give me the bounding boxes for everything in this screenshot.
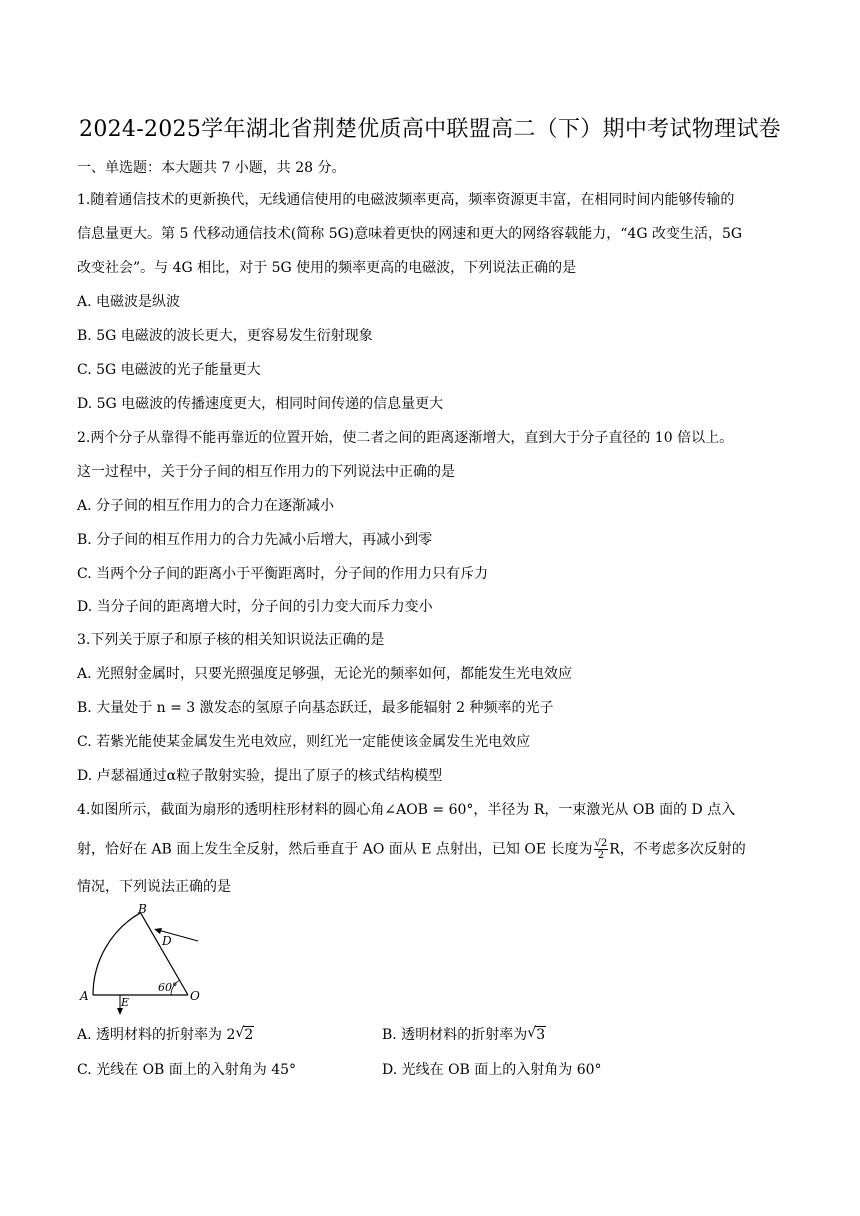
q4-option-a-text: A. 透明材料的折射率为 2 (77, 1027, 236, 1043)
q4-stem-line2-tail: R，不考虑多次反射的 (609, 841, 746, 858)
q4-option-d: D. 光线在 OB 面上的入射角为 60° (382, 1062, 602, 1078)
q3-option-b: B. 大量处于 n = 3 激发态的氢原子向基态跃迁，最多能辐射 2 种频率的光子 (77, 700, 554, 716)
label-angle: 60° (158, 981, 178, 994)
q2-option-a: A. 分子间的相互作用力的合力在逐渐减小 (77, 498, 335, 514)
q3-option-c: C. 若紫光能使某金属发生光电效应，则红光一定能使该金属发生光电效应 (77, 734, 531, 750)
label-a: A (80, 989, 89, 1003)
q2-stem-line1: 2.两个分子从靠得不能再靠近的位置开始，使二者之间的距离逐渐增大，直到大于分子直径的 10 倍以上。 (77, 430, 734, 446)
q1-option-c: C. 5G 电磁波的光子能量更大 (77, 362, 261, 378)
radicand: 2 (244, 1027, 254, 1043)
q4-stem-line1: 4.如图所示，截面为扇形的透明柱形材料的圆心角∠AOB = 60°，半径为 R，一束激光从 OB 面的 D 点入 (77, 802, 736, 818)
ray-arrow-head (154, 928, 162, 934)
q1-option-b: B. 5G 电磁波的波长更大，更容易发生衍射现象 (77, 328, 373, 344)
q4-option-c: C. 光线在 OB 面上的入射角为 45° (77, 1062, 297, 1078)
q4-stem-line3: 情况，下列说法正确的是 (77, 879, 231, 895)
q1-stem-line3: 改变社会”。与 4G 相比，对于 5G 使用的频率更高的电磁波，下列说法正确的是 (77, 260, 577, 276)
radicand: 3 (536, 1027, 546, 1043)
q2-option-b: B. 分子间的相互作用力的合力先减小后增大，再减小到零 (77, 532, 433, 548)
fraction (594, 838, 609, 861)
label-b: B (138, 902, 147, 916)
q4-option-b-text: B. 透明材料的折射率为 (382, 1027, 528, 1043)
sqrt-symbol: √ 3 (527, 1025, 546, 1043)
label-o: O (190, 989, 200, 1003)
fraction-denominator: 2 (597, 850, 605, 861)
sqrt-symbol: √ 2 (235, 1025, 254, 1043)
page-title: 2024-2025学年湖北省荆楚优质高中联盟高二（下）期中考试物理试卷 (79, 117, 781, 142)
q3-option-d: D. 卢瑟福通过α粒子散射实验，提出了原子的核式结构模型 (77, 768, 443, 784)
q1-option-a: A. 电磁波是纵波 (77, 294, 181, 310)
q2-stem-line2: 这一过程中，关于分子间的相互作用力的下列说法中正确的是 (77, 464, 455, 480)
q1-stem-line1: 1.随着通信技术的更新换代，无线通信使用的电磁波频率更高，频率资源更丰富，在相同时间内能够传输的 (77, 192, 735, 208)
sector-diagram (76, 900, 206, 1020)
q2-option-c: C. 当两个分子间的距离小于平衡距离时，分子间的作用力只有斥力 (77, 566, 489, 582)
label-d: D (162, 934, 172, 948)
q3-stem: 3.下列关于原子和原子核的相关知识说法正确的是 (77, 632, 385, 648)
q4-stem-line2 (77, 838, 746, 861)
q3-option-a: A. 光照射金属时，只要光照强度足够强，无论光的频率如何，都能发生光电效应 (77, 666, 573, 682)
q1-option-d: D. 5G 电磁波的传播速度更大，相同时间传递的信息量更大 (77, 396, 444, 412)
q1-stem-line2: 信息量更大。第 5 代移动通信技术(简称 5G)意味着更快的网速和更大的网络容载能力，“4G 改变生活，5G (77, 226, 743, 242)
q4-stem-line2-text: 射，恰好在 AB 面上发生全反射，然后垂直于 AO 面从 E 点射出，已知 OE 长度为 (77, 841, 593, 858)
fraction-numerator: √2 (594, 838, 608, 849)
exit-arrow-head (117, 1008, 123, 1015)
arc-ab (93, 913, 141, 995)
section-heading: 一、单选题：本大题共 7 小题，共 28 分。 (77, 160, 346, 176)
q4-option-b (382, 1025, 546, 1045)
q4-option-a (77, 1025, 254, 1045)
label-e: E (121, 996, 130, 1009)
q2-option-d: D. 当分子间的距离增大时，分子间的引力变大而斥力变小 (77, 599, 433, 615)
